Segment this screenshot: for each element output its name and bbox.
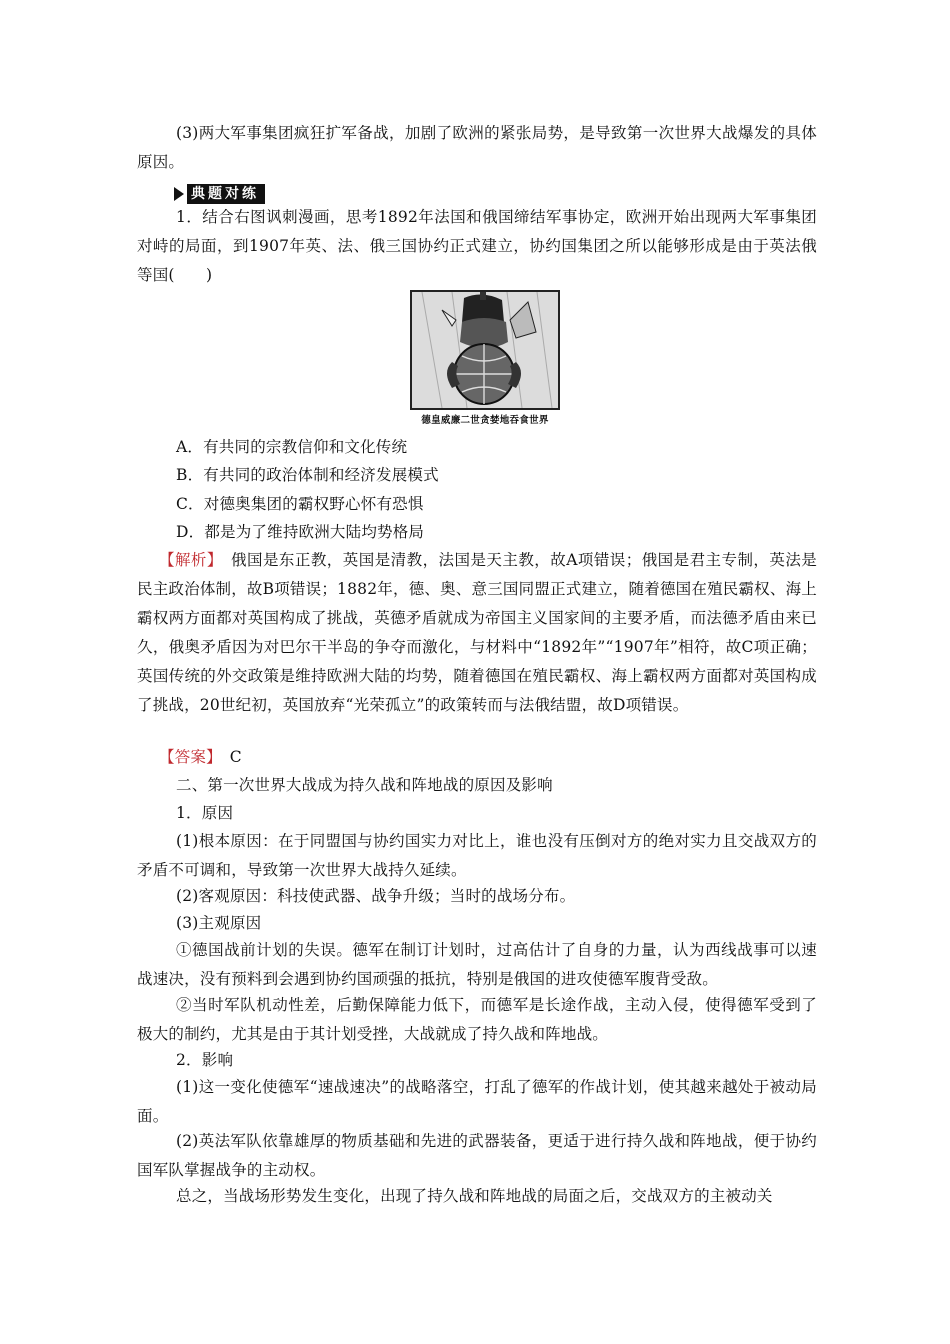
causes-title: 1．原因 — [176, 804, 234, 822]
cause-subjective-1: ①德国战前计划的失误。德军在制订计划时，过高估计了自身的力量，认为西线战事可以速战速决，没有预料到会遇到协约国顽强的抵抗，特别是俄国的进攻使德军腹背受敌。 — [137, 941, 817, 988]
answer-line — [137, 743, 817, 772]
answer-tag: 【答案】 — [159, 748, 215, 766]
analysis-tag: 【解析】 — [159, 551, 216, 569]
analysis-text: 俄国是东正教，英国是清教，法国是天主教，故A项错误；俄国是君主专制，英法是民主政治体制，故B项错误；1882年，德、奥、意三国同盟正式建立，随着德国在殖民霸权、海上霸权两方面都对英国构成了挑战，英德矛盾就成为帝国主义国家间的主要矛盾，而法德矛盾由来已久，俄奥矛盾因为对巴尔干半岛的争夺而激化，与材料中“1892年”“1907年”相符，故C项正确；英国传统的外交政策是维持欧洲大陆的均势，随着德国在殖民霸权、海上霸权两方面都对英国构成了挑战，20世纪初，英国放弃“光荣孤立”的政策转而与法俄结盟，故D项错误。 — [137, 551, 817, 714]
section-heading: 二、第一次世界大战成为持久战和阵地战的原因及影响 — [176, 776, 553, 794]
cause-subjective-title: (3)主观原因 — [176, 914, 262, 932]
paragraph-cause-3: (3)两大军事集团疯狂扩军备战，加剧了欧洲的紧张局势，是导致第一次世界大战爆发的具体原因。 — [137, 124, 817, 171]
cause-fundamental: (1)根本原因：在于同盟国与协约国实力对比上，谁也没有压倒对方的绝对实力且交战双方的矛盾不可调和，导致第一次世界大战持久延续。 — [137, 832, 817, 879]
cause-objective: (2)客观原因：科技使武器、战争升级；当时的战场分布。 — [176, 887, 576, 905]
play-arrow-icon — [174, 187, 184, 201]
kaiser-cartoon-image — [410, 290, 560, 410]
option-d: D．都是为了维持欧洲大陆均势格局 — [176, 523, 425, 541]
effects-title: 2．影响 — [176, 1051, 234, 1069]
answer-value: C — [214, 748, 242, 766]
option-c: C．对德奥集团的霸权野心怀有恐惧 — [176, 495, 424, 513]
banner-label: 典题对练 — [187, 184, 265, 204]
practice-banner — [174, 183, 265, 205]
analysis-paragraph — [137, 546, 817, 720]
effect-2: (2)英法军队依靠雄厚的物质基础和先进的武器装备，更适于进行持久战和阵地战，便于协约国军队掌握战争的主动权。 — [137, 1132, 817, 1179]
cartoon-figure — [410, 290, 560, 426]
effect-1: (1)这一变化使德军“速战速决”的战略落空，打乱了德军的作战计划，使其越来越处于被动局面。 — [137, 1078, 817, 1125]
option-b: B．有共同的政治体制和经济发展模式 — [176, 466, 439, 484]
option-a: A．有共同的宗教信仰和文化传统 — [176, 438, 408, 456]
cause-subjective-2: ②当时军队机动性差，后勤保障能力低下，而德军是长途作战，主动入侵，使得德军受到了极大的制约，尤其是由于其计划受挫，大战就成了持久战和阵地战。 — [137, 996, 817, 1043]
summary-line: 总之，当战场形势发生变化，出现了持久战和阵地战的局面之后，交战双方的主被动关 — [176, 1187, 773, 1205]
question-text: 1．结合右图讽刺漫画，思考1892年法国和俄国缔结军事协定，欧洲开始出现两大军事集团对峙的局面，到1907年英、法、俄三国协约正式建立，协约国集团之所以能够形成是由于英法俄等国( ) — [137, 208, 817, 284]
cartoon-caption: 德皇威廉二世贪婪地吞食世界 — [421, 415, 549, 426]
